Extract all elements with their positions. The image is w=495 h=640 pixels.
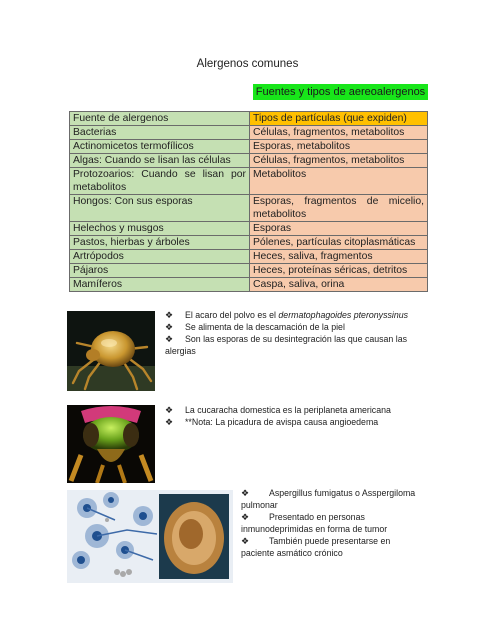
bullet-text-italic: dermatophagoides pteronyssinus — [278, 310, 408, 320]
table-header-row — [70, 112, 428, 126]
bullet-item — [241, 487, 421, 511]
cell-source: Pastos, hierbas y árboles — [70, 236, 250, 250]
cell-source: Pájaros — [70, 264, 250, 278]
bullet-text: El acaro del polvo es el — [185, 310, 279, 320]
table-row — [70, 250, 428, 264]
cell-particles: Células, fragmentos, metabolitos — [250, 126, 428, 140]
dust-mite-photo — [67, 311, 155, 391]
allergen-table — [69, 111, 428, 292]
diamond-bullet-icon: ❖ — [241, 536, 250, 546]
diamond-bullet-icon: ❖ — [165, 334, 174, 344]
bullet-item — [165, 309, 410, 321]
table-row — [70, 222, 428, 236]
bullet-text: También puede presentarse en paciente asmático crónico — [241, 536, 391, 558]
table-row — [70, 154, 428, 168]
cell-particles: Caspa, saliva, orina — [250, 278, 428, 292]
cell-source: Bacterias — [70, 126, 250, 140]
bullet-text: Son las esporas de su desintegración las que causan las alergias — [165, 334, 408, 356]
diamond-bullet-icon: ❖ — [165, 310, 174, 320]
cell-particles: Pólenes, partículas citoplasmáticas — [250, 236, 428, 250]
cell-particles: Heces, saliva, fragmentos — [250, 250, 428, 264]
bullet-text: Presentado en personas inmunodeprimidas en forma de tumor — [241, 512, 388, 534]
cell-source: Actinomicetos termofílicos — [70, 140, 250, 154]
table-row — [70, 168, 428, 195]
cell-source: Protozoarios: Cuando se lisan por metabolitos — [70, 168, 250, 195]
diamond-bullet-icon: ❖ — [165, 417, 174, 427]
cockroach-head-photo — [67, 405, 155, 483]
cell-source: Hongos: Con sus esporas — [70, 195, 250, 222]
diamond-bullet-icon: ❖ — [241, 512, 250, 522]
table-row — [70, 264, 428, 278]
bullet-item — [165, 404, 410, 416]
table-subtitle: Fuentes y tipos de aereoalergenos — [253, 84, 428, 100]
bullet-text: La cucaracha domestica es la periplaneta americana — [185, 405, 391, 415]
bullet-item — [165, 333, 410, 357]
header-particles: Tipos de partículas (que expiden) — [250, 112, 428, 126]
diamond-bullet-icon: ❖ — [165, 322, 174, 332]
cell-particles: Metabolitos — [250, 168, 428, 195]
bullet-item — [165, 321, 410, 333]
table-row — [70, 278, 428, 292]
bullet-item — [241, 511, 421, 535]
page-title: Alergenos comunes — [196, 58, 299, 70]
bullet-text: Aspergillus fumigatus o Asspergiloma pulmonar — [241, 488, 416, 510]
cell-particles: Heces, proteínas séricas, detritos — [250, 264, 428, 278]
cell-particles: Esporas, fragmentos de micelio, metabolitos — [250, 195, 428, 222]
cell-source: Artrópodos — [70, 250, 250, 264]
diamond-bullet-icon: ❖ — [165, 405, 174, 415]
bullet-text: Se alimenta de la descamación de la piel — [185, 322, 345, 332]
cell-particles: Células, fragmentos, metabolitos — [250, 154, 428, 168]
cell-source: Mamíferos — [70, 278, 250, 292]
diamond-bullet-icon: ❖ — [241, 488, 250, 498]
table-row — [70, 195, 428, 222]
bullet-item — [241, 535, 421, 559]
cell-source: Helechos y musgos — [70, 222, 250, 236]
table-row — [70, 236, 428, 250]
header-source: Fuente de alergenos — [70, 112, 250, 126]
cell-source: Algas: Cuando se lisan las células — [70, 154, 250, 168]
cell-particles: Esporas, metabolitos — [250, 140, 428, 154]
aspergillus-micrograph — [67, 490, 233, 583]
cell-particles: Esporas — [250, 222, 428, 236]
table-row — [70, 140, 428, 154]
bullet-text: **Nota: La picadura de avispa causa angioedema — [185, 417, 379, 427]
bullet-item — [165, 416, 410, 428]
table-row — [70, 126, 428, 140]
